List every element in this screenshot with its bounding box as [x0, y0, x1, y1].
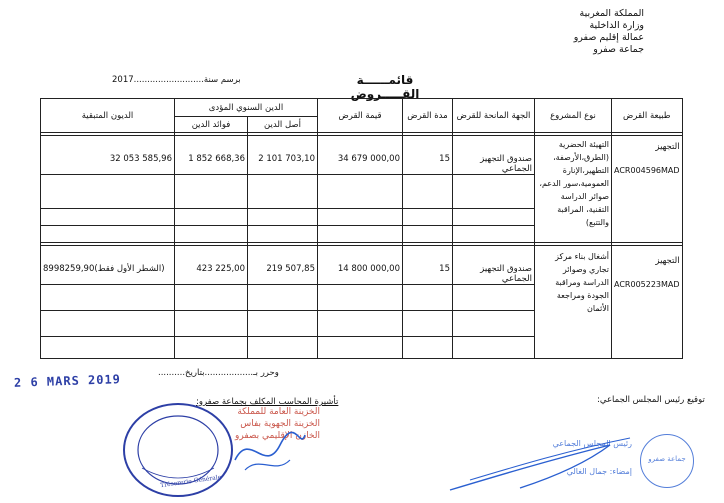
header-line: عمالة إقليم صفرو: [573, 32, 644, 43]
cell-principal: 2 101 703,10: [248, 136, 318, 175]
document-title: قائمــــــة القـــــروض: [350, 73, 420, 101]
cell-loan-value: 14 800 000,00: [318, 246, 403, 285]
administrative-header: [444, 8, 644, 56]
header-lender: الجهة المانحة للقرض: [453, 99, 535, 133]
header-annual-debt: الدين السنوي المؤدى: [175, 99, 318, 117]
table-row: [41, 136, 683, 175]
treasury-stamp-line: الخزينة العامة للمملكة: [237, 407, 320, 417]
president-signature-label: توقيع رئيس المجلس الجماعي:: [597, 395, 705, 405]
treasury-stamp-line: الخزينة الجهوية بفاس: [240, 419, 320, 429]
loans-table: [40, 98, 683, 359]
cell-loan-value: 34 679 000,00: [318, 136, 403, 175]
header-line: وزارة الداخلية: [589, 20, 644, 31]
cell-lender: صندوق التجهيز الجماعي: [453, 136, 535, 175]
loan-code: ACR005223MAD: [614, 280, 680, 289]
cell-remaining: 8998259,90(الشطر الأول فقط): [41, 246, 175, 285]
date-stamp: 2 6 MARS 2019: [13, 372, 122, 390]
cell-interest: 423 225,00: [175, 246, 248, 285]
president-stamp: [540, 430, 632, 486]
cell-loan-type: [612, 136, 683, 243]
header-interest: فوائد الدين: [175, 117, 248, 133]
fiscal-year-line: برسم سنة..........................2017: [112, 75, 241, 85]
treasury-seal-latin: Trésorerie Générale: [159, 473, 222, 490]
table-row: [41, 246, 683, 285]
treasury-stamp-line: الخازن الإقليمي بصفرو: [235, 431, 320, 441]
header-line: جماعة صفرو: [593, 44, 644, 55]
cell-duration: 15: [403, 136, 453, 175]
header-remaining: الديون المتبقية: [41, 99, 175, 133]
treasurer-signature: [230, 420, 310, 480]
cell-project-type: أشغال بناء مركز تجاري وصوائر الدراسة ومراقبة الجودة ومراجعة الأثمان: [535, 246, 612, 359]
header-principal: أصل الدين: [248, 117, 318, 133]
header-line: المملكة المغربية: [579, 8, 644, 19]
header-loan-type: طبيعة القرض: [612, 99, 683, 133]
cell-duration: 15: [403, 246, 453, 285]
cell-remaining: 32 053 585,96: [41, 136, 175, 175]
cell-principal: 219 507,85: [248, 246, 318, 285]
commune-seal: [640, 434, 694, 488]
cell-lender: صندوق التجهيز الجماعي: [453, 246, 535, 285]
header-duration: مدة القرض: [403, 99, 453, 133]
header-loan-value: قيمة القرض: [318, 99, 403, 133]
loan-type-label: التجهيز: [655, 142, 680, 152]
header-project-type: نوع المشروع: [535, 99, 612, 133]
commune-seal-text: جماعة صفرو: [648, 455, 686, 463]
cell-project-type: التهيئة الحضرية (الطرق،الأرصفة، التطهير،الإنارة العمومية،سور الدعم، صوائر الدراسة التقنية، المراقبة والتتبع): [535, 136, 612, 243]
cell-loan-type: [612, 246, 683, 359]
treasurer-visa-label: تأشيرة المحاسب المكلف بجماعة صفرو:: [196, 397, 339, 407]
loan-type-label: التجهيز: [655, 256, 680, 266]
loan-code: ACR004596MAD: [614, 166, 680, 175]
made-at-line: وحرر بـ..................بتاريخ..........: [158, 368, 279, 378]
president-stamp-line: إمضاء: جمال الغالي: [566, 467, 632, 476]
president-stamp-line: رئيس المجلس الجماعي: [552, 439, 632, 448]
cell-interest: 1 852 668,36: [175, 136, 248, 175]
